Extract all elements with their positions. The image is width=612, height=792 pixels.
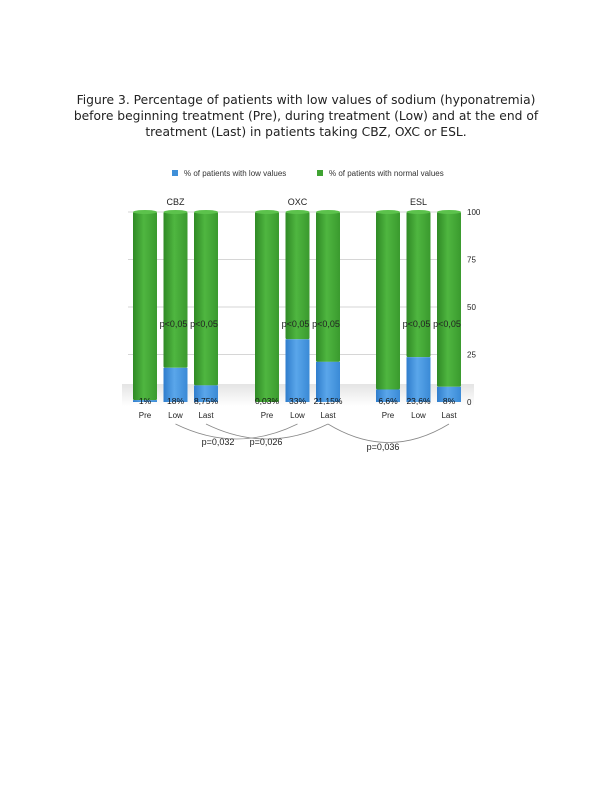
p-value-between: p=0,032 <box>201 437 235 447</box>
bar-cap <box>255 210 279 214</box>
p-value-between: p=0,036 <box>366 442 400 452</box>
figure-caption: Figure 3. Percentage of patients with low values of sodium (hyponatremia) before beginning treatment (Pre), during treatment (Low) and at the end of treatment (Last) in patients taking CBZ, OXC or ESL. <box>73 93 539 139</box>
bar-normal <box>376 212 400 389</box>
bar-cap <box>133 210 157 214</box>
bar-cap <box>316 210 340 214</box>
legend-swatch <box>172 170 178 176</box>
y-tick-label: 75 <box>467 255 476 265</box>
bars <box>133 210 461 402</box>
bar-cap <box>286 210 310 214</box>
value-label: 8% <box>442 396 456 406</box>
y-axis-ticks <box>467 208 481 407</box>
category-label: Pre <box>260 411 274 420</box>
value-label: 21,15% <box>313 396 343 406</box>
bar-normal <box>194 212 218 385</box>
bar-normal <box>164 212 188 368</box>
bar-normal <box>407 212 431 357</box>
bar-cap <box>437 210 461 214</box>
p-value-low: p<0,05 <box>159 319 188 329</box>
value-label: 1% <box>138 396 152 406</box>
significance-arc <box>328 424 449 443</box>
p-value-last: p<0,05 <box>312 319 340 329</box>
p-value-low: p<0,05 <box>281 319 310 329</box>
p-value-last: p<0,05 <box>433 319 461 329</box>
category-label: Pre <box>138 411 152 420</box>
value-label: 8,75% <box>193 396 219 406</box>
bar-cap <box>194 210 218 214</box>
p-value-between: p=0,026 <box>249 437 283 447</box>
group-title: OXC <box>287 197 308 207</box>
category-label: Pre <box>381 411 395 420</box>
y-tick-label: 100 <box>467 208 481 217</box>
category-label: Last <box>320 411 336 420</box>
legend-label: % of patients with normal values <box>329 169 444 178</box>
value-label: 33% <box>288 396 307 406</box>
group-title: CBZ <box>166 197 185 207</box>
bar-cap <box>376 210 400 214</box>
value-label: 0,03% <box>254 396 280 406</box>
legend <box>172 169 444 178</box>
bar-low <box>286 339 310 402</box>
y-tick-label: 0 <box>467 398 472 407</box>
category-label: Last <box>198 411 214 420</box>
bar-cap <box>164 210 188 214</box>
bar-normal <box>255 212 279 402</box>
y-tick-label: 50 <box>467 303 476 312</box>
legend-swatch <box>317 170 323 176</box>
value-label: 23,6% <box>406 396 431 406</box>
category-label: Low <box>411 411 426 420</box>
category-label: Low <box>168 411 183 420</box>
bar-normal <box>437 212 461 387</box>
category-label: Low <box>290 411 305 420</box>
bar-cap <box>407 210 431 214</box>
value-label: 18% <box>166 396 185 406</box>
legend-label: % of patients with low values <box>184 169 287 178</box>
value-label: 6,6% <box>378 396 398 406</box>
y-tick-label: 25 <box>467 350 476 360</box>
group-title: ESL <box>409 197 428 207</box>
p-value-last: p<0,05 <box>190 319 218 329</box>
p-value-low: p<0,05 <box>402 319 431 329</box>
bar-normal <box>133 212 157 400</box>
category-label: Last <box>441 411 457 420</box>
bar-normal <box>316 212 340 362</box>
